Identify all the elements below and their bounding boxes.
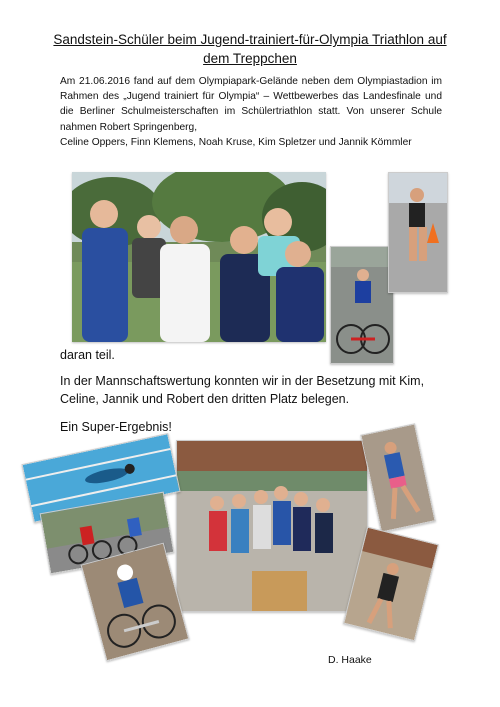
page-title: Sandstein-Schüler beim Jugend-trainiert-für-Olympia Triathlon auf dem Treppchen — [53, 32, 447, 66]
exclamation-text: Ein Super-Ergebnis! — [60, 420, 172, 434]
group-photo — [72, 172, 326, 342]
runner-right-image — [361, 424, 434, 531]
continuation-text: daran teil. — [60, 348, 115, 362]
podium-image — [177, 441, 367, 611]
cyclist-photo-bottom — [81, 543, 190, 662]
runner-photo-top-right — [388, 172, 448, 293]
intro-paragraph: Am 21.06.2016 fand auf dem Olympiapark-Gelände neben dem Olympiastadion im Rahmen des „Jugend trainiert für Olympia“ – Wettbewerbes das Landesfinale und die Berliner Schulmeisterschaften im Schülertriathlon statt. Von unserer Schule nahmen Robert Springenberg, — [60, 76, 442, 133]
runner-image — [389, 173, 447, 292]
cyclist-bottom-image — [82, 544, 189, 660]
signature: D. Haake — [328, 654, 372, 666]
participants-line: Celine Oppers, Finn Klemens, Noah Kruse, Kim Spletzer und Jannik Kömmler — [60, 136, 412, 148]
runner-photo-right — [360, 423, 436, 532]
team-result-text: In der Mannschaftswertung konnten wir in der Besetzung mit Kim, Celine, Jannik und Robert den dritten Platz belegen. — [60, 374, 425, 406]
group-photo-image — [72, 172, 326, 342]
podium-photo — [176, 440, 368, 612]
intro-text — [60, 74, 442, 150]
